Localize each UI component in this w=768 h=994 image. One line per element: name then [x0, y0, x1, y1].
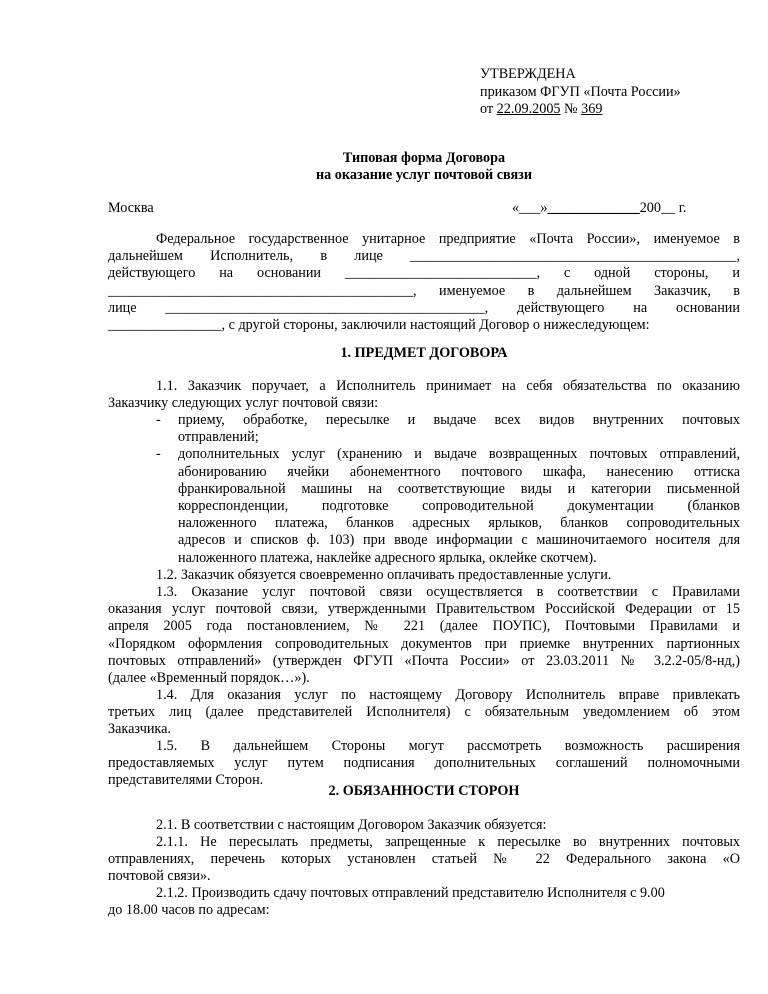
approval-block: [480, 66, 681, 119]
clause-line: Заказчику следующих услуг почтовой связи:: [108, 395, 379, 412]
intro-line: Федеральное государственное унитарное предприятие «Почта России», именуемое в: [156, 231, 740, 247]
clause-1-5: [108, 738, 740, 790]
clause-line: «Порядком оформления сопроводительных документов при приемке внутренних партионных: [108, 635, 740, 652]
approval-order: приказом ФГУП «Почта России»: [480, 83, 681, 100]
list-item: [108, 412, 740, 446]
clause-line: 2.1. В соответствии с настоящим Договором Заказчик обязуется:: [156, 817, 547, 833]
clause-line: 1.4. Для оказания услуг по настоящему Договору Исполнитель вправе привлекать: [156, 687, 740, 703]
approval-date-line: [480, 101, 681, 119]
clause-line: 1.5. В дальнейшем Стороны могут рассмотреть возможность расширения: [156, 738, 740, 754]
section-1-title: 1. ПРЕДМЕТ ДОГОВОРА: [340, 345, 508, 361]
doc-title: [108, 150, 740, 184]
date-day: «___»: [512, 200, 548, 216]
intro-paragraph: [108, 231, 740, 334]
list-dash: -: [156, 446, 161, 463]
clause-line: (далее «Временный порядок…»).: [108, 669, 310, 686]
clause-1-4: [108, 687, 740, 739]
list-line: наложенного платежа, наклейке адресного ярлыка, оклейке скотчем).: [178, 549, 597, 566]
clause-1-2: [108, 567, 740, 584]
date-year: 200__ г.: [639, 200, 687, 216]
list-line: адресов и списков ф. 103) при вводе информации с машиночитаемого носителя для: [178, 532, 740, 549]
clause-1-3: [108, 584, 740, 687]
doc-title-line-2: на оказание услуг почтовой связи: [315, 167, 533, 184]
approval-num: 369: [581, 101, 603, 117]
clause-2-1-1: [108, 834, 740, 886]
clause-line: отправлениях, перечень которых установлен статьей № 22 Федерального закона «О: [108, 851, 740, 868]
list-dash: -: [156, 412, 161, 428]
list-line: франкировальной машины на соответствующие виды и категории письменной: [178, 480, 740, 497]
clause-line: почтовых отправлений» (утвержден ФГУП «Почта России» от 23.03.2011 № 3.2.2-05/8-нд,): [108, 652, 740, 669]
approval-num-label: №: [564, 101, 578, 117]
clause-2-1-2: [108, 885, 740, 919]
section-2-title: 2. ОБЯЗАННОСТИ СТОРОН: [328, 783, 520, 799]
clause-line: 1.2. Заказчик обязуется своевременно оплачивать предоставленные услуги.: [156, 567, 612, 583]
approval-title: УТВЕРЖДЕНА: [480, 66, 576, 82]
clause-line: 2.1.1. Не пересылать предметы, запрещенные к пересылке во внутренних почтовых: [156, 834, 740, 850]
clause-line: оказания услуг почтовой связи, утвержденными Правительством Российской Федерации от 15: [108, 601, 740, 618]
clause-2-1: [108, 817, 740, 834]
clause-line: до 18.00 часов по адресам:: [108, 902, 270, 919]
services-list: [108, 412, 740, 567]
list-line: приему, обработке, пересылке и выдаче всех видов внутренних почтовых: [178, 412, 740, 428]
list-line: корреспонденции, подготовке сопроводительной документации (бланков: [178, 497, 740, 514]
clause-1-1: [108, 378, 740, 412]
intro-line: ________________, с другой стороны, заключили настоящий Договор о нижеследующем:: [108, 316, 650, 333]
clause-line: третьих лиц (далее представителей Исполнителя) с обязательным уведомлением об этом: [108, 704, 740, 721]
list-line: наложенного платежа, бланков адресных ярлыков, бланков сопроводительных: [178, 515, 740, 532]
intro-line: лице _____________________________________________, действующего на основании: [108, 299, 740, 316]
clause-line: предоставляемых услуг путем подписания дополнительных соглашений полномочными: [108, 755, 740, 772]
intro-line: действующего на основании ___________________________, с одной стороны, и: [108, 265, 740, 282]
list-line: отправлений;: [178, 429, 259, 446]
list-item: [108, 446, 740, 566]
clause-line: 1.1. Заказчик поручает, а Исполнитель принимает на себя обязательства по оказанию: [156, 378, 740, 394]
intro-line: дальнейшем Исполнитель, в лице ______________________________________________,: [108, 248, 740, 265]
approval-prefix: от: [480, 101, 494, 117]
clause-line: почтовой связи».: [108, 868, 211, 885]
list-line: абонированию ячейки абонементного почтового шкафа, нанесению оттиска: [178, 463, 740, 480]
approval-date: 22.09.2005: [496, 101, 561, 117]
clause-line: представителями Сторон.: [108, 772, 264, 789]
clause-line: Заказчика.: [108, 721, 171, 738]
doc-title-line-1: Типовая форма Договора: [342, 150, 506, 166]
clause-line: апреля 2005 года постановлением, № 221 (далее ПОУПС), Почтовыми Правилами и: [108, 618, 740, 635]
clause-line: 1.3. Оказание услуг почтовой связи осуществляется в соответствии с Правилами: [156, 584, 740, 600]
list-line: дополнительных услуг (хранению и выдаче возвращенных почтовых отправлений,: [178, 446, 740, 463]
intro-line: ___________________________________________, именуемое в дальнейшем Заказчик, в: [108, 282, 740, 299]
date-month-blank: _____________: [547, 200, 640, 216]
city: Москва: [108, 200, 154, 216]
contract-date: [512, 200, 686, 217]
clause-line: 2.1.2. Производить сдачу почтовых отправлений представителю Исполнителя с 9.00: [156, 885, 665, 901]
